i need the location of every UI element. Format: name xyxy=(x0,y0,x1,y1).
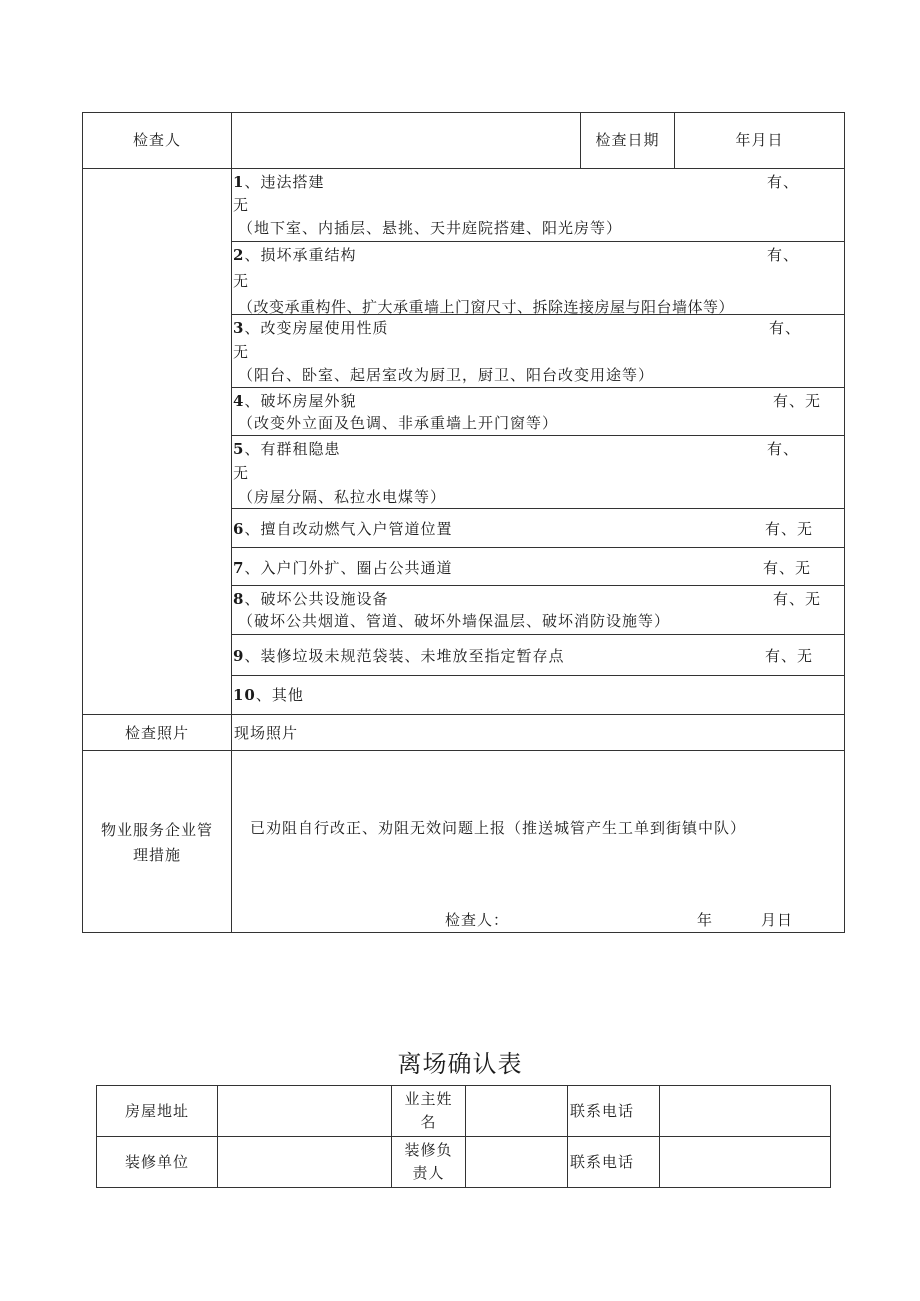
item-number: 6 xyxy=(233,520,245,538)
address-label: 房屋地址 xyxy=(124,1102,189,1120)
item-note: （阳台、卧室、起居室改为厨卫，厨卫、阳台改变用途等） xyxy=(238,366,655,384)
lead-label-line1: 装修负 xyxy=(404,1141,453,1159)
item-number: 3 xyxy=(233,319,245,337)
item-option-cont[interactable]: 无 xyxy=(233,464,250,482)
item-number: 9 xyxy=(233,647,245,665)
item-option[interactable]: 有、无 xyxy=(765,647,814,665)
owner-label-line1: 业主姓 xyxy=(404,1090,453,1108)
item-option-cont[interactable]: 无 xyxy=(233,343,250,361)
date-label: 检查日期 xyxy=(595,131,660,149)
item-note: （改变外立面及色调、非承重墙上开门窗等） xyxy=(238,414,559,432)
exit-table-title: 离场确认表 xyxy=(397,1050,523,1078)
company-field[interactable] xyxy=(222,1153,387,1171)
measures-text: 已劝阻自行改正、劝阻无效问题上报（推送城管产生工单到街镇中队） xyxy=(250,819,747,837)
item-title: 、装修垃圾未规范袋装、未堆放至指定暂存点 xyxy=(244,647,565,665)
item-option[interactable]: 有、无 xyxy=(773,590,822,608)
item-option[interactable]: 有、无 xyxy=(763,559,812,577)
item-title: 、破坏房屋外貌 xyxy=(244,392,357,410)
item-option[interactable]: 有、 xyxy=(767,440,800,458)
company-label: 装修单位 xyxy=(124,1153,189,1171)
measures-label-line1: 物业服务企业管 xyxy=(100,821,213,839)
item-option[interactable]: 有、无 xyxy=(765,520,814,538)
item-note: （房屋分隔、私拉水电煤等） xyxy=(238,488,447,506)
photo-label: 检查照片 xyxy=(124,724,189,742)
lead-label-line2: 责人 xyxy=(412,1164,445,1182)
item-number: 8 xyxy=(233,590,245,608)
item-note: （破坏公共烟道、管道、破坏外墙保温层、破坏消防设施等） xyxy=(238,612,671,630)
owner-label-line2: 名 xyxy=(420,1113,437,1131)
item-title: 、入户门外扩、圈占公共通道 xyxy=(244,559,453,577)
photo-value[interactable]: 现场照片 xyxy=(234,724,299,742)
item-number: 2 xyxy=(233,246,245,264)
item-note: （地下室、内插层、悬挑、天井庭院搭建、阳光房等） xyxy=(238,219,623,237)
item-option[interactable]: 有、 xyxy=(767,173,800,191)
item-title: 、改变房屋使用性质 xyxy=(244,319,389,337)
date-value[interactable]: 年月日 xyxy=(735,131,784,149)
item-option[interactable]: 有、 xyxy=(767,246,800,264)
phone-field-2[interactable] xyxy=(664,1153,826,1171)
item-title: 、破坏公共设施设备 xyxy=(244,590,389,608)
item-title: 、违法搭建 xyxy=(244,173,325,191)
phone-label-2: 联系电话 xyxy=(570,1153,635,1171)
measures-label-line2: 理措施 xyxy=(132,846,181,864)
item-number: 5 xyxy=(233,440,245,458)
sign-month-day: 月日 xyxy=(761,911,794,929)
item-title: 、擅自改动燃气入户管道位置 xyxy=(244,520,453,538)
sign-year: 年 xyxy=(697,911,714,929)
item-option-cont[interactable]: 无 xyxy=(233,196,250,214)
item-number: 10 xyxy=(233,686,256,704)
item-title: 、其他 xyxy=(255,686,304,704)
lead-field[interactable] xyxy=(470,1153,564,1171)
item-option-cont[interactable]: 无 xyxy=(233,272,250,290)
item-number: 1 xyxy=(233,173,245,191)
item-number: 7 xyxy=(233,559,245,577)
address-field[interactable] xyxy=(222,1102,387,1120)
item-note: （改变承重构件、扩大承重墙上门窗尺寸、拆除连接房屋与阳台墙体等） xyxy=(238,298,735,316)
phone-label-1: 联系电话 xyxy=(570,1102,635,1120)
sign-inspector-label: 检查人： xyxy=(445,911,510,929)
item-title: 、有群租隐患 xyxy=(244,440,341,458)
item-number: 4 xyxy=(233,392,245,410)
inspector-label: 检查人 xyxy=(132,131,181,149)
item-title: 、损坏承重结构 xyxy=(244,246,357,264)
item-option[interactable]: 有、 xyxy=(769,319,802,337)
phone-field-1[interactable] xyxy=(664,1102,826,1120)
owner-field[interactable] xyxy=(470,1102,564,1120)
item-option[interactable]: 有、无 xyxy=(773,392,822,410)
